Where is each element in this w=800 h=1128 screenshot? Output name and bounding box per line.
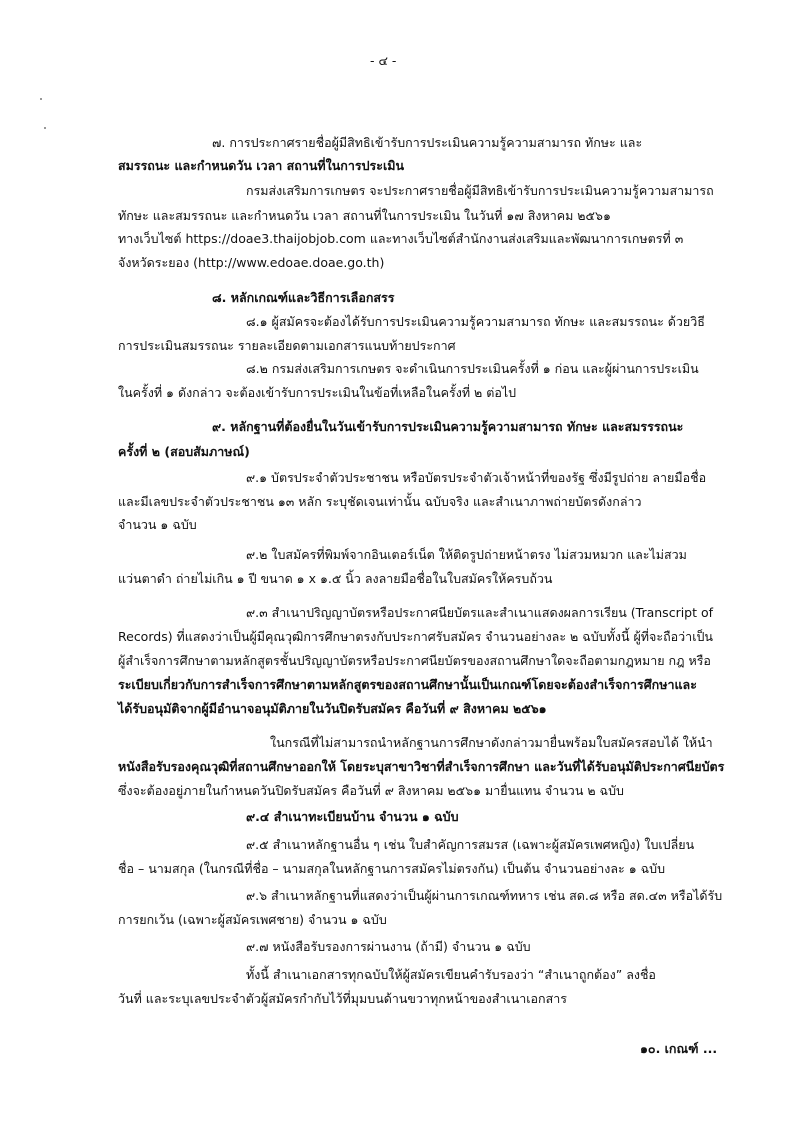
section-8-item: ๘.๑ ผู้สมัครจะต้องได้รับการประเมินความรู้ความสามารถ ทักษะ และสมรรถนะ ด้วยวิธี [246,314,705,329]
section-9-item: ๙.๔ สำเนาทะเบียนบ้าน จำนวน ๑ ฉบับ [246,809,459,824]
section-9-note: ซึ่งจะต้องอยู่ภายในกำหนดวันปิดรับสมัคร คือวันที่ ๙ สิงหาคม ๒๕๖๑ มายื่นแทน จำนวน ๒ ฉบับ [118,783,624,798]
section-9-item: จำนวน ๑ ฉบับ [118,517,197,532]
section-9-item: ๙.๒ ใบสมัครที่พิมพ์จากอินเตอร์เน็ต ให้ติดรูปถ่ายหน้าตรง ไม่สวมหมวก และไม่สวม [246,547,687,562]
section-9-item: Records) ที่แสดงว่าเป็นผู้มีคุณวุฒิการศึกษาตรงกับประกาศรับสมัคร จำนวนอย่างละ ๒ ฉบับทั้งนี้ ผู้ที่จะถือว่าเป็น [118,629,713,644]
section-9-item: ชื่อ – นามสกุล (ในกรณีที่ชื่อ – นามสกุลในหลักฐานการสมัครไม่ตรงกัน) เป็นต้น จำนวนอย่างละ ๑ ฉบับ [118,861,665,876]
section-9-item: และมีเลขประจำตัวประชาชน ๑๓ หลัก ระบุชัดเจนเท่านั้น ฉบับจริง และสำเนาภาพถ่ายบัตรดังกล่าว [118,494,642,509]
section-9-item: ๙.๕ สำเนาหลักฐานอื่น ๆ เช่น ใบสำคัญการสมรส (เฉพาะผู้สมัครเพศหญิง) ใบเปลี่ยน [246,837,695,852]
section-9-note: หนังสือรับรองคุณวุฒิที่สถานศึกษาออกให้ โดยระบุสาขาวิชาที่สำเร็จการศึกษา และวันที่ได้รับอนุมัติประกาศนียบัตร [118,759,725,774]
section-9-item: การยกเว้น (เฉพาะผู้สมัครเพศชาย) จำนวน ๑ ฉบับ [118,912,387,927]
section-9-item: ระเบียบเกี่ยวกับการสำเร็จการศึกษาตามหลักสูตรของสถานศึกษานั้นเป็นเกณฑ์โดยจะต้องสำเร็จการศึกษาและ [118,677,697,692]
section-8-item: ๘.๒ กรมส่งเสริมการเกษตร จะดำเนินการประเมินครั้งที่ ๑ ก่อน และผู้ผ่านการประเมิน [246,361,699,376]
section-9-heading-cont: ครั้งที่ ๒ (สอบสัมภาษณ์) [118,444,250,459]
section-8-item: การประเมินสมรรถนะ รายละเอียดตามเอกสารแนบท้ายประกาศ [118,338,456,353]
section-7-text: ทางเว็บไซต์ https://doae3.thaijobjob.com และทางเว็บไซต์สำนักงานส่งเสริมและพัฒนาการเกษตรที่ ๓ [118,231,684,246]
section-7-text: จังหวัดระยอง (http://www.edoae.doae.go.th) [118,255,385,270]
continuation-marker: ๑๐. เกณฑ์ ... [640,1041,718,1056]
scan-speck [44,127,46,129]
section-8-heading: ๘. หลักเกณฑ์และวิธีการเลือกสรร [212,290,395,305]
section-7-heading-cont: สมรรถนะ และกำหนดวัน เวลา สถานที่ในการประเมิน [118,158,405,173]
section-9-item: แว่นตาดำ ถ่ายไม่เกิน ๑ ปี ขนาด ๑ x ๑.๕ นิ้ว ลงลายมือชื่อในใบสมัครให้ครบถ้วน [118,571,553,586]
section-7-text: ทักษะ และสมรรถนะ และกำหนดวัน เวลา สถานที่ในการประเมิน ในวันที่ ๑๗ สิงหาคม ๒๕๖๑ [118,208,611,223]
section-9-item: ๙.๑ บัตรประจำตัวประชาชน หรือบัตรประจำตัวเจ้าหน้าที่ของรัฐ ซึ่งมีรูปถ่าย ลายมือชื่อ [246,470,707,485]
section-9-item: ๙.๓ สำเนาปริญญาบัตรหรือประกาศนียบัตรและสำเนาแสดงผลการเรียน (Transcript of [246,605,714,620]
scan-speck [40,98,42,100]
section-9-heading: ๙. หลักฐานที่ต้องยื่นในวันเข้ารับการประเมินความรู้ความสามารถ ทักษะ และสมรรรถนะ [212,419,684,434]
section-9-item: ได้รับอนุมัติจากผู้มีอำนาจอนุมัติภายในวันปิดรับสมัคร คือวันที่ ๙ สิงหาคม ๒๕๖๑ [118,701,547,716]
closing-note: วันที่ และระบุเลขประจำตัวผู้สมัครกำกับไว้ที่มุมบนด้านขวาทุกหน้าของสำเนาเอกสาร [118,991,567,1006]
section-9-item: ผู้สำเร็จการศึกษาตามหลักสูตรชั้นปริญญาบัตรหรือประกาศนียบัตรของสถานศึกษาใดจะถือตามกฎหมาย กฎ หรือ [118,653,711,668]
closing-note: ทั้งนี้ สำเนาเอกสารทุกฉบับให้ผู้สมัครเขียนคำรับรองว่า “สำเนาถูกต้อง” ลงชื่อ [246,967,656,982]
page-number: - ๔ - [370,53,397,68]
section-9-note: ในกรณีที่ไม่สามารถนำหลักฐานการศึกษาดังกล่าวมายื่นพร้อมใบสมัครสอบได้ ให้นำ [270,735,713,750]
section-7-text: กรมส่งเสริมการเกษตร จะประกาศรายชื่อผู้มีสิทธิเข้ารับการประเมินความรู้ความสามารถ [246,183,714,198]
section-9-item: ๙.๖ สำเนาหลักฐานที่แสดงว่าเป็นผู้ผ่านการเกณฑ์ทหาร เช่น สด.๘ หรือ สด.๔๓ หรือได้รับ [246,888,723,903]
section-9-item: ๙.๗ หนังสือรับรองการผ่านงาน (ถ้ามี) จำนวน ๑ ฉบับ [246,939,531,954]
section-7-heading: ๗. การประกาศรายชื่อผู้มีสิทธิเข้ารับการประเมินความรู้ความสามารถ ทักษะ และ [212,135,643,150]
section-8-item: ในครั้งที่ ๑ ดังกล่าว จะต้องเข้ารับการประเมินในข้อที่เหลือในครั้งที่ ๒ ต่อไป [118,385,517,400]
